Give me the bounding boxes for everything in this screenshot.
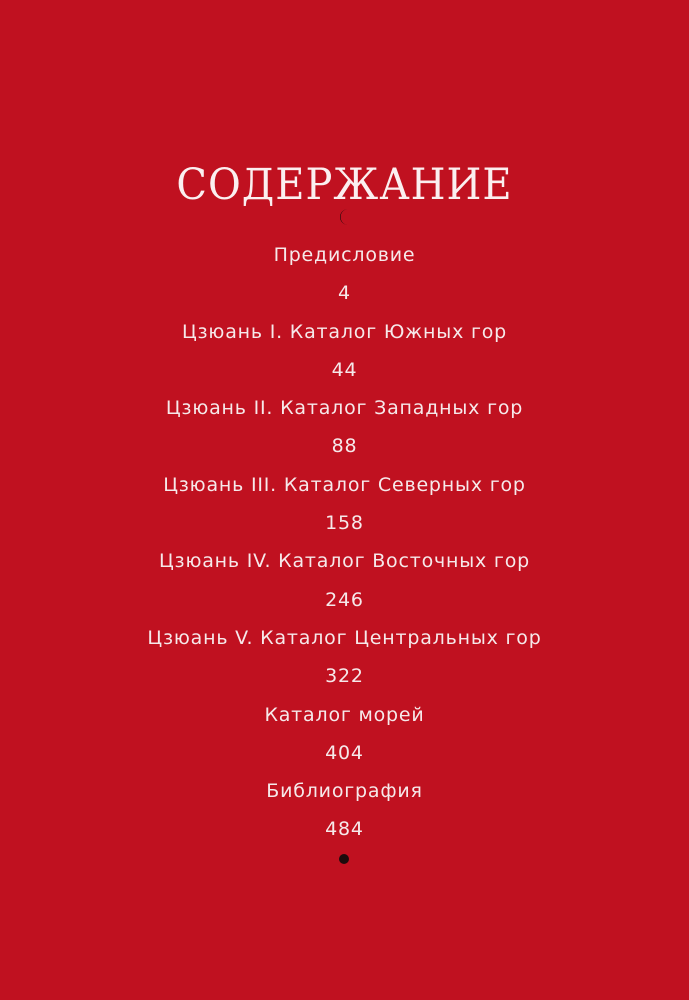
toc-entry-page: 246 [325,588,364,611]
toc-entry-juan-3[interactable] [0,466,689,543]
dot-icon [339,854,349,864]
toc-entry-bibliography[interactable] [0,772,689,849]
toc-entry-juan-1[interactable] [0,313,689,390]
toc-entry-juan-5[interactable] [0,619,689,696]
toc-entry-title[interactable]: Цзюань III. Каталог Северных гор [163,473,526,496]
toc-entry-page: 158 [325,512,364,535]
toc-entry-page: 484 [325,818,364,841]
toc-entry-page: 404 [325,741,364,764]
toc-entry-title[interactable]: Библиография [266,780,423,803]
toc-entry-title[interactable]: Цзюань I. Каталог Южных гор [181,320,508,343]
toc-entry-title[interactable]: Цзюань IV. Каталог Восточных гор [158,550,530,573]
toc-entry-page: 322 [325,665,364,688]
page-title: СОДЕРЖАНИЕ [176,159,513,210]
toc-entry-title[interactable]: Предисловие [273,244,416,266]
crescent-moon-icon [338,207,352,227]
toc-entry-page: 44 [331,358,358,381]
table-of-contents [0,236,689,849]
toc-entry-seas[interactable] [0,696,689,773]
toc-entry-page: 4 [338,282,351,305]
toc-entry-juan-4[interactable] [0,542,689,619]
toc-entry-juan-2[interactable] [0,389,689,466]
toc-entry-title[interactable]: Цзюань V. Каталог Центральных гор [147,626,542,649]
toc-entry-title[interactable]: Каталог морей [264,703,425,726]
toc-entry-page: 88 [331,435,358,458]
toc-entry-title[interactable]: Цзюань II. Каталог Западных гор [165,397,524,420]
toc-entry-preface[interactable] [0,236,689,313]
